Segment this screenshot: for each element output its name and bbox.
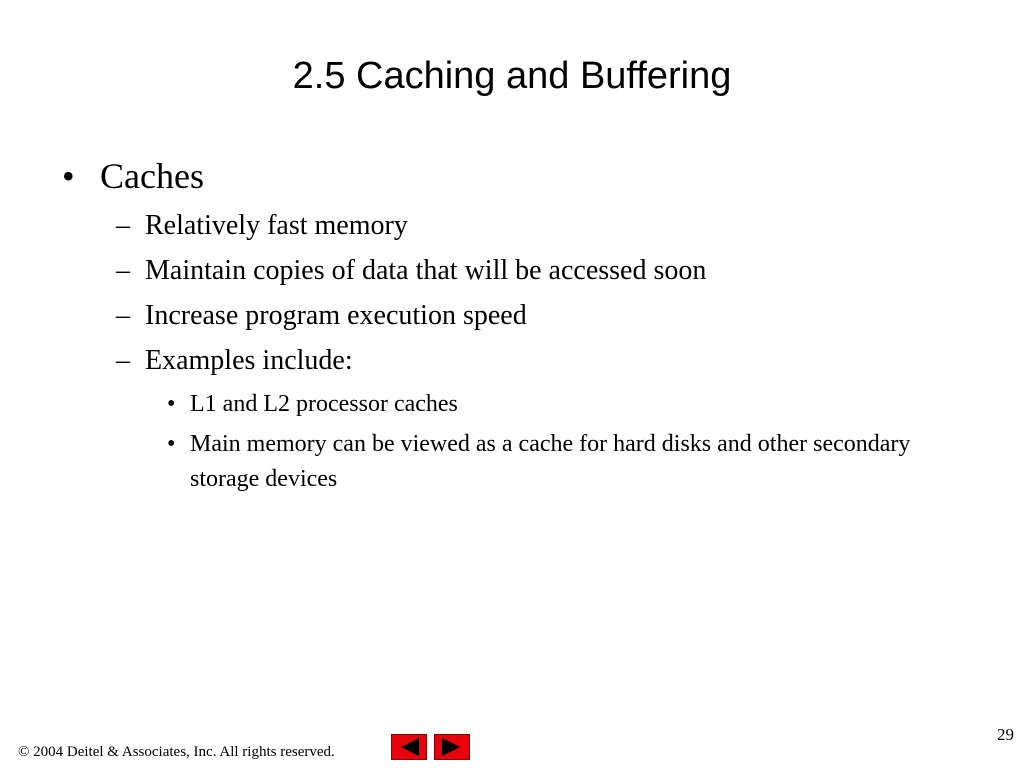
sub-item <box>116 344 353 378</box>
sub-item <box>116 254 706 288</box>
sub-item <box>116 209 408 243</box>
sub-item-text: Relatively fast memory <box>145 210 408 241</box>
bullet-marker: • <box>62 156 75 196</box>
sub-item <box>116 299 527 333</box>
dash-marker: – <box>116 345 130 376</box>
sub-item-text: Increase program execution speed <box>145 300 527 331</box>
example-marker: • <box>167 431 176 457</box>
example-item <box>167 427 957 497</box>
example-text: Main memory can be viewed as a cache for hard disks and other secondary storage devices <box>190 431 911 492</box>
sub-item-text: Maintain copies of data that will be accessed soon <box>145 255 707 286</box>
example-text: L1 and L2 processor caches <box>190 391 458 417</box>
copyright-footer: © 2004 Deitel & Associates, Inc. All rights reserved. <box>18 744 335 760</box>
dash-marker: – <box>116 255 130 286</box>
right-arrow-icon <box>435 735 469 759</box>
example-marker: • <box>167 391 176 417</box>
dash-marker: – <box>116 300 130 331</box>
previous-slide-button[interactable] <box>391 734 427 760</box>
bullet-text: Caches <box>100 156 204 196</box>
dash-marker: – <box>116 210 130 241</box>
sub-item-text: Examples include: <box>145 345 353 376</box>
page-number: 29 <box>997 725 1014 744</box>
slide-title: 2.5 Caching and Buffering <box>292 55 732 97</box>
example-item <box>167 387 957 422</box>
next-slide-button[interactable] <box>434 734 470 760</box>
bullet-caches <box>62 154 204 198</box>
left-arrow-icon <box>392 735 426 759</box>
